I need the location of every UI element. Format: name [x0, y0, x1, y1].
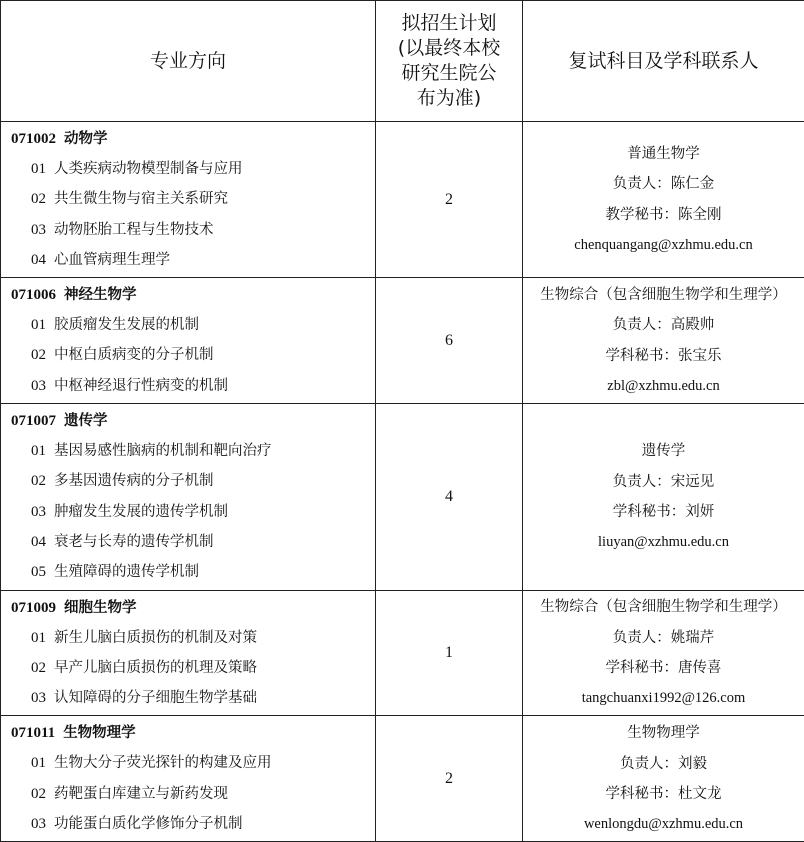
exam-subject: 普通生物学 [523, 139, 804, 169]
major-row [1, 716, 804, 842]
header-row [1, 1, 804, 122]
major-title [11, 280, 375, 310]
plan-count: 6 [376, 278, 523, 404]
direction-number: 05 [31, 564, 46, 580]
exam-contact-cell [523, 278, 804, 404]
direction-number: 01 [31, 443, 46, 459]
major-row [1, 278, 804, 404]
major-code: 071007 [11, 413, 56, 429]
research-direction [11, 557, 375, 587]
exam-contact-cell [523, 122, 804, 278]
major-code: 071006 [11, 287, 56, 303]
direction-number: 03 [31, 504, 46, 520]
major-title [11, 593, 375, 623]
header-plan-line: (以最终本校 [380, 36, 518, 61]
header-plan-line: 拟招生计划 [380, 11, 518, 36]
research-direction [11, 371, 375, 401]
research-direction [11, 154, 375, 184]
research-direction [11, 310, 375, 340]
contact-leader: 负责人：宋远见 [523, 467, 804, 497]
research-direction [11, 245, 375, 275]
contact-email: wenlongdu@xzhmu.edu.cn [523, 809, 804, 839]
direction-text: 药靶蛋白库建立与新药发现 [54, 786, 228, 802]
research-direction [11, 466, 375, 496]
direction-number: 01 [31, 755, 46, 771]
research-direction [11, 497, 375, 527]
research-direction [11, 436, 375, 466]
direction-text: 基因易感性脑病的机制和靶向治疗 [54, 443, 272, 459]
contact-leader: 负责人：姚瑞芹 [523, 623, 804, 653]
major-title [11, 718, 375, 748]
direction-text: 人类疾病动物模型制备与应用 [54, 161, 243, 177]
contact-secretary: 教学秘书：陈全刚 [523, 200, 804, 230]
direction-text: 认知障碍的分子细胞生物学基础 [54, 690, 257, 706]
research-direction [11, 683, 375, 713]
direction-number: 02 [31, 191, 46, 207]
contact-leader: 负责人：高殿帅 [523, 310, 804, 340]
exam-contact-cell [523, 404, 804, 590]
direction-cell [1, 404, 376, 590]
research-direction [11, 779, 375, 809]
research-direction [11, 809, 375, 839]
header-plan-line: 研究生院公 [380, 61, 518, 86]
research-direction [11, 623, 375, 653]
direction-text: 心血管病理生理学 [54, 252, 170, 268]
header-direction: 专业方向 [1, 1, 376, 122]
direction-text: 多基因遗传病的分子机制 [54, 473, 214, 489]
major-title [11, 406, 375, 436]
exam-subject: 生物物理学 [523, 718, 804, 748]
direction-text: 功能蛋白质化学修饰分子机制 [54, 816, 243, 832]
major-code: 071009 [11, 600, 56, 616]
direction-text: 中枢白质病变的分子机制 [54, 347, 214, 363]
contact-email: zbl@xzhmu.edu.cn [523, 371, 804, 401]
direction-cell [1, 122, 376, 278]
research-direction [11, 340, 375, 370]
direction-number: 02 [31, 786, 46, 802]
direction-number: 03 [31, 690, 46, 706]
research-direction [11, 527, 375, 557]
direction-text: 中枢神经退行性病变的机制 [54, 378, 228, 394]
contact-secretary: 学科秘书：刘妍 [523, 497, 804, 527]
header-exam: 复试科目及学科联系人 [523, 1, 804, 122]
direction-number: 02 [31, 660, 46, 676]
direction-number: 01 [31, 317, 46, 333]
research-direction [11, 653, 375, 683]
major-row [1, 404, 804, 590]
direction-number: 02 [31, 347, 46, 363]
direction-number: 01 [31, 630, 46, 646]
major-name: 遗传学 [64, 413, 108, 429]
exam-subject: 生物综合（包含细胞生物学和生理学） [523, 280, 804, 310]
contact-secretary: 学科秘书：张宝乐 [523, 341, 804, 371]
major-code: 071011 [11, 725, 55, 741]
plan-count: 1 [376, 590, 523, 716]
direction-cell [1, 278, 376, 404]
direction-number: 04 [31, 534, 46, 550]
contact-leader: 负责人：陈仁金 [523, 169, 804, 199]
direction-number: 01 [31, 161, 46, 177]
major-title [11, 124, 375, 154]
exam-subject: 生物综合（包含细胞生物学和生理学） [523, 592, 804, 622]
plan-count: 4 [376, 404, 523, 590]
direction-number: 03 [31, 816, 46, 832]
direction-text: 肿瘤发生发展的遗传学机制 [54, 504, 228, 520]
direction-number: 04 [31, 252, 46, 268]
direction-text: 共生微生物与宿主关系研究 [54, 191, 228, 207]
direction-text: 胶质瘤发生发展的机制 [54, 317, 199, 333]
direction-text: 早产儿脑白质损伤的机理及策略 [54, 660, 257, 676]
contact-secretary: 学科秘书：杜文龙 [523, 779, 804, 809]
direction-cell [1, 716, 376, 842]
exam-subject: 遗传学 [523, 436, 804, 466]
research-direction [11, 748, 375, 778]
direction-number: 03 [31, 222, 46, 238]
major-name: 动物学 [64, 131, 108, 147]
major-code: 071002 [11, 131, 56, 147]
contact-email: tangchuanxi1992@126.com [523, 683, 804, 713]
exam-contact-cell [523, 716, 804, 842]
direction-number: 03 [31, 378, 46, 394]
direction-text: 衰老与长寿的遗传学机制 [54, 534, 214, 550]
direction-cell [1, 590, 376, 716]
major-name: 生物物理学 [63, 725, 136, 741]
direction-number: 02 [31, 473, 46, 489]
research-direction [11, 184, 375, 214]
exam-contact-cell [523, 590, 804, 716]
major-row [1, 122, 804, 278]
contact-secretary: 学科秘书：唐传喜 [523, 653, 804, 683]
contact-email: liuyan@xzhmu.edu.cn [523, 527, 804, 557]
plan-count: 2 [376, 716, 523, 842]
header-plan-line: 布为准) [380, 86, 518, 111]
contact-leader: 负责人：刘毅 [523, 749, 804, 779]
major-row [1, 590, 804, 716]
direction-text: 新生儿脑白质损伤的机制及对策 [54, 630, 257, 646]
major-name: 神经生物学 [64, 287, 137, 303]
header-plan [376, 1, 523, 122]
plan-count: 2 [376, 122, 523, 278]
contact-email: chenquangang@xzhmu.edu.cn [523, 230, 804, 260]
direction-text: 生殖障碍的遗传学机制 [54, 564, 199, 580]
research-direction [11, 215, 375, 245]
direction-text: 生物大分子荧光探针的构建及应用 [54, 755, 272, 771]
direction-text: 动物胚胎工程与生物技术 [54, 222, 214, 238]
major-name: 细胞生物学 [64, 600, 137, 616]
